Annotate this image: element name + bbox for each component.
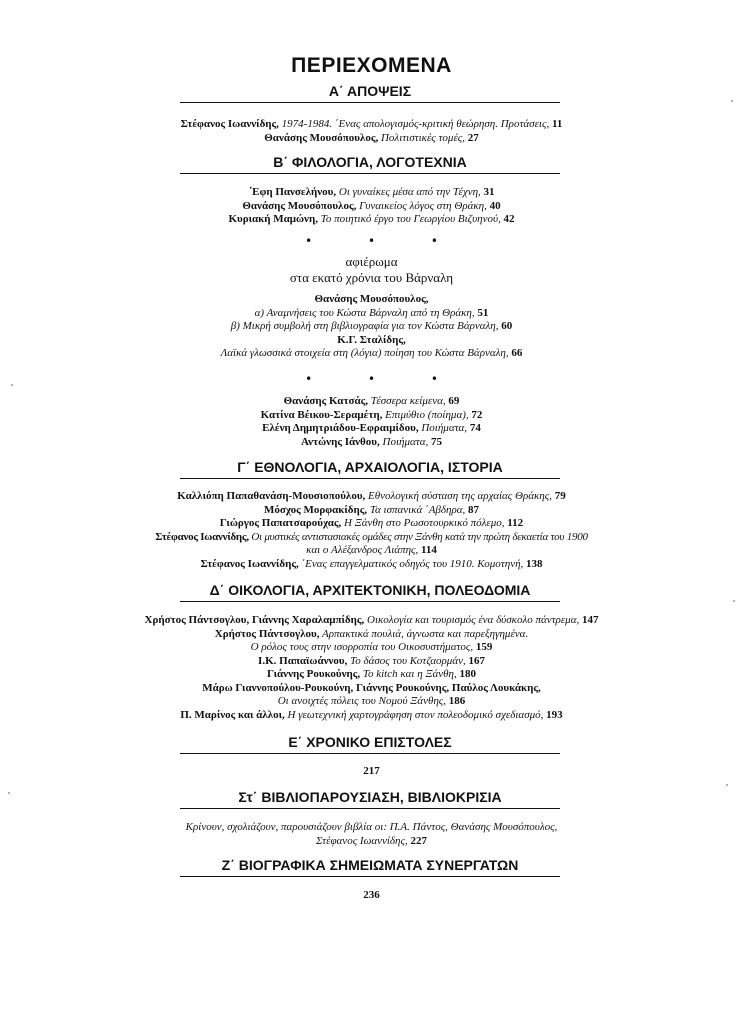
section-rule — [180, 102, 560, 103]
entry: Στέφανος Ιωαννίδης, 1974-1984. ΄Ενας απολογισμός-κριτική θεώρηση. Προτάσεις, 11 — [180, 118, 563, 130]
scan-speck — [733, 600, 735, 602]
entry: Χρήστος Πάντσογλου, Γιάννης Χαραλαμπίδης, Οικολογία και τουρισμός ένα δύσκολο πάντρεμα, 147 — [144, 614, 599, 626]
section-c-entries — [40, 490, 703, 571]
entry: Μάρω Γιαννοπούλου-Ρουκούνη, Γιάννης Ρουκούνης, Παύλος Λουκάκης, — [202, 681, 541, 694]
section-a-entries — [40, 118, 703, 145]
entry: Γιάννης Ρουκούνης, Το kitch και η Ξάνθη, 180 — [267, 668, 476, 680]
entry: Στέφανος Ιωαννίδης, Οι μυστικές αντιστασιακές ομάδες στην Ξάνθη κατά την πρώτη δεκαετία του 1900 — [155, 530, 588, 543]
page-title: ΠΕΡΙΕΧΟΜΕΝΑ — [291, 54, 452, 77]
entry: Γιώργος Παπατσαρούχας, Η Ξάνθη στο Ρωσοτουρκικό πόλεμο, 112 — [219, 517, 524, 529]
entry: Π. Μαρίνος και άλλοι, Η γεωτεχνική χαρτογράφηση στον πολεοδομικό σχεδιασμό, 193 — [180, 708, 563, 721]
separator-dots: • • • — [305, 234, 464, 248]
section-a-heading: Α΄ ΑΠΟΨΕΙΣ — [180, 82, 560, 100]
section-d-entries — [40, 614, 703, 722]
section-rule — [180, 753, 560, 754]
section-rule — [180, 478, 560, 479]
section-e-page: 217 — [363, 765, 380, 777]
entry: Χρήστος Πάντσογλου, Αρπακτικά πουλιά, άγνωστα και παρεξηγημένα. — [214, 627, 529, 640]
section-c-heading: Γ΄ ΕΘΝΟΛΟΓΙΑ, ΑΡΧΑΙΟΛΟΓΙΑ, ΙΣΤΟΡΙΑ — [180, 458, 560, 476]
section-b-entries-2 — [40, 395, 703, 449]
section-f-entries — [40, 821, 703, 848]
separator-dots: • • • — [305, 372, 464, 386]
entry: Κατίνα Βέικου-Σεραμέτη, Επιμύθιο (ποίημα), 72 — [260, 408, 483, 421]
entry: Θανάσης Κατσάς, Τέσσερα κείμενα, 69 — [283, 395, 460, 407]
tribute-entries — [40, 293, 703, 361]
entry: Κυριακή Μαμώνη, Το ποιητικό έργο του Γεωργίου Βιζυηνού, 42 — [228, 213, 515, 225]
entry: Θανάσης Μουσόπουλος, Πολιτιστικές τομές, 27 — [264, 131, 479, 144]
entry: Στέφανος Ιωαννίδης, ΄Ενας επαγγελματικός οδηγός του 1910. Κομοτηνή, 138 — [200, 557, 543, 570]
section-rule — [180, 808, 560, 809]
tribute-title: αφιέρωμα στα εκατό χρόνια του Βάρναλη — [289, 254, 454, 285]
entry: Κρίνουν, σχολιάζουν, παρουσιάζουν βιβλία οι: Π.Α. Πάντος, Θανάσης Μουσόπουλος, — [185, 821, 558, 833]
section-g-heading: Ζ΄ ΒΙΟΓΡΑΦΙΚΑ ΣΗΜΕΙΩΜΑΤΑ ΣΥΝΕΡΓΑΤΩΝ — [180, 856, 560, 874]
section-rule — [180, 876, 560, 877]
entry: Λαϊκά γλωσσικά στοιχεία στη (λόγια) ποίηση του Κώστα Βάρναλη, 66 — [220, 347, 523, 359]
entry: Οι ανοιχτές πόλεις του Νομού Ξάνθης, 186 — [277, 695, 466, 707]
entry: Ο ρόλος τους στην ισορροπία του Οικοσυστήματος, 159 — [250, 641, 493, 653]
section-rule — [180, 173, 560, 174]
section-e-heading: Ε΄ ΧΡΟΝΙΚΟ ΕΠΙΣΤΟΛΕΣ — [180, 733, 560, 751]
entry: β) Μικρή συμβολή στη βιβλιογραφία για τον Κώστα Βάρναλη, 60 — [230, 320, 513, 332]
section-b-entries — [40, 186, 703, 227]
section-d-heading: Δ΄ ΟΙΚΟΛΟΓΙΑ, ΑΡΧΙΤΕΚΤΟΝΙΚΗ, ΠΟΛΕΟΔΟΜΙΑ — [180, 581, 560, 599]
entry: Μόσχος Μορφακίδης, Τα ισπανικά ΄Αβδηρα, 87 — [263, 503, 480, 516]
entry: Στέφανος Ιωαννίδης, 227 — [316, 834, 427, 847]
entry: Ελένη Δημητριάδου-Εφραιμίδου, Ποιήματα, 74 — [262, 422, 481, 434]
entry: Θανάσης Μουσόπουλος, Γυναικείος λόγος στη Θράκη, 40 — [242, 199, 501, 212]
entry: ΄Εφη Πανσελήνου, Οι γυναίκες μέσα από την Τέχνη, 31 — [248, 186, 495, 198]
entry: και ο Αλέξανδρος Λιάπης, 114 — [306, 544, 437, 556]
tribute-author: Θανάσης Μουσόπουλος, — [314, 293, 429, 305]
entry: Αντώνης Ιάνθου, Ποιήματα, 75 — [301, 435, 442, 448]
scan-speck — [8, 792, 10, 794]
section-b-heading: Β΄ ΦΙΛΟΛΟΓΙΑ, ΛΟΓΟΤΕΧΝΙΑ — [180, 153, 560, 171]
scan-speck — [726, 784, 728, 786]
entry: Καλλιόπη Παπαθανάση-Μουσιοπούλου, Εθνολογική σύσταση της αρχαίας Θράκης, 79 — [177, 490, 566, 502]
scan-speck — [11, 384, 13, 386]
section-rule — [180, 601, 560, 602]
entry: α) Αναμνήσεις του Κώστα Βάρναλη από τη Θράκη, 51 — [254, 306, 489, 319]
entry: Ι.Κ. Παπαϊωάννου, Το δάσος του Κοτζαορμάν, 167 — [258, 654, 485, 667]
section-f-heading: Στ΄ ΒΙΒΛΙΟΠΑΡΟΥΣΙΑΣΗ, ΒΙΒΛΙΟΚΡΙΣΙΑ — [180, 788, 560, 806]
tribute-author: Κ.Γ. Σταλίδης, — [337, 333, 406, 346]
scan-speck — [731, 100, 733, 102]
section-g-page: 236 — [363, 889, 380, 901]
